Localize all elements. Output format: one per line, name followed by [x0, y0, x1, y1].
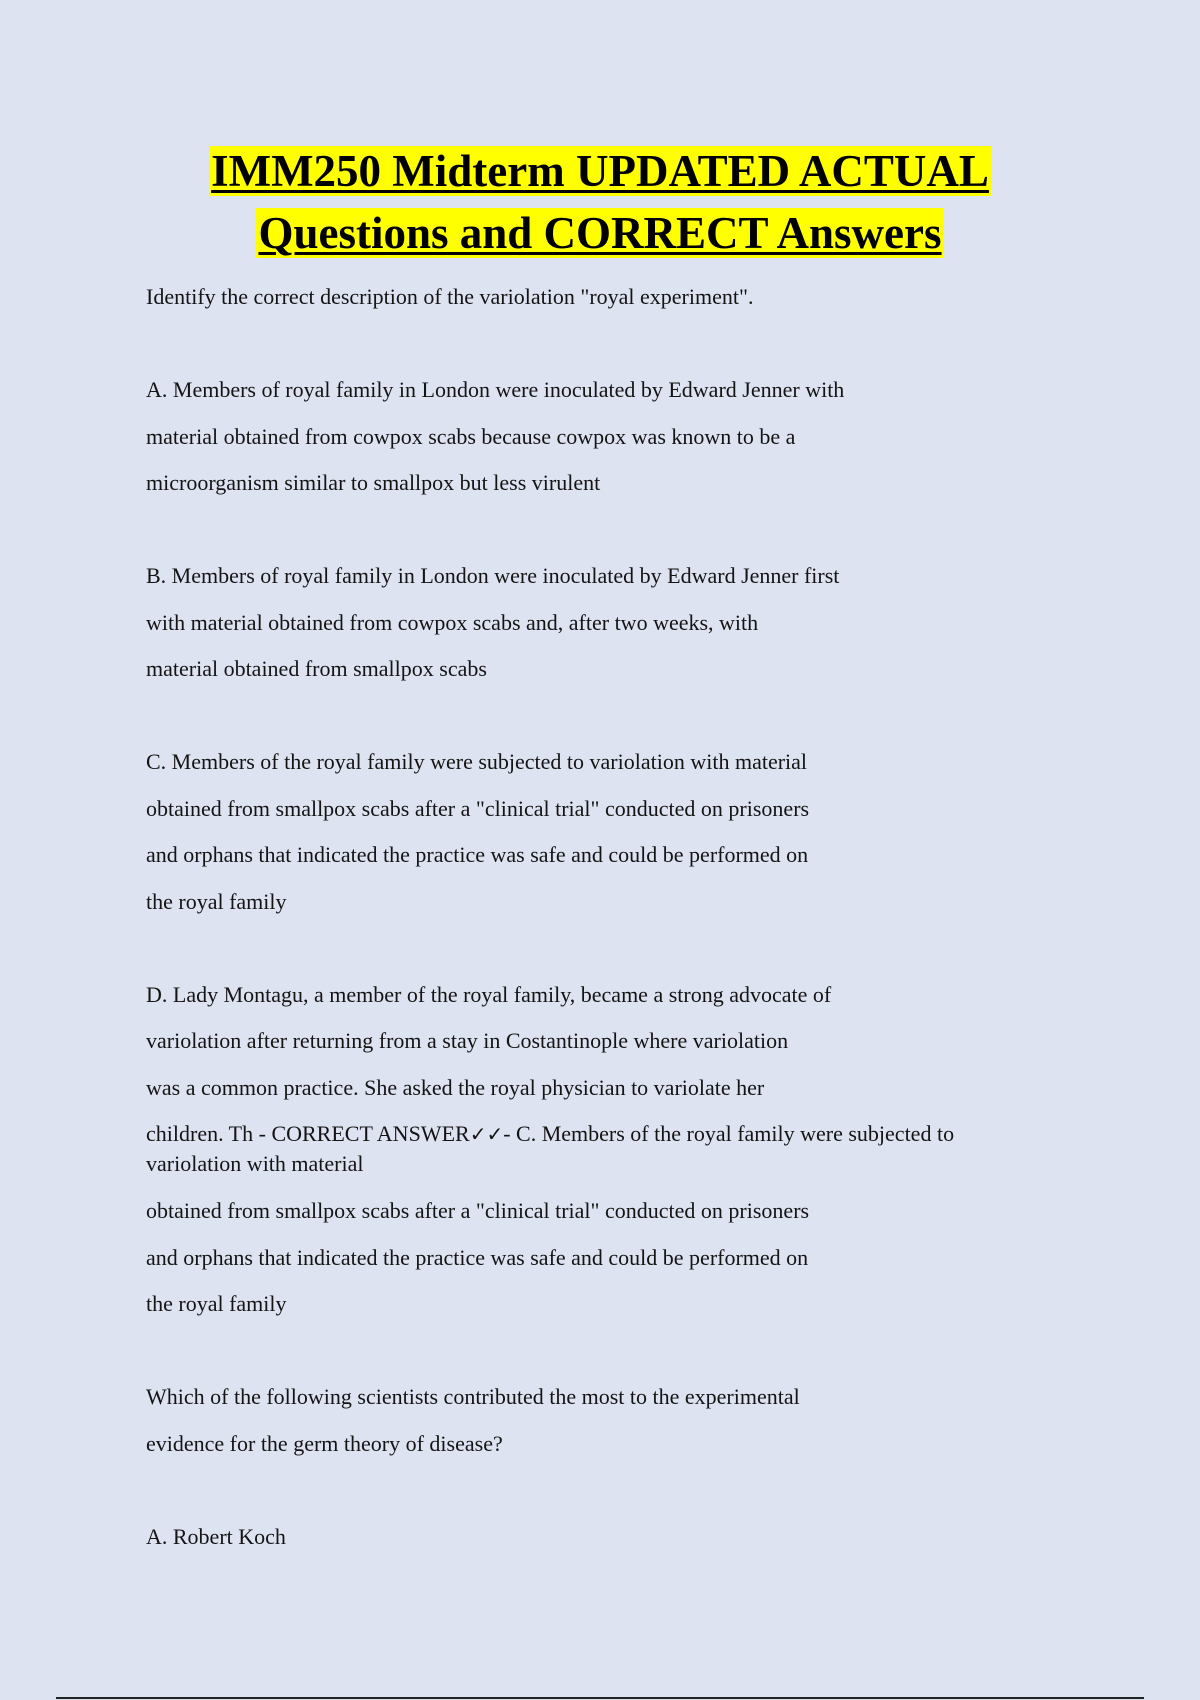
question-1-option-d: D. Lady Montagu, a member of the royal family, became a strong advocate of variolation after returning from a stay in Costantinople where variolation was a common practice. She asked the royal physician to variolate her	[146, 981, 832, 1100]
document-title	[0, 140, 1200, 264]
title-line-1: IMM250 Midterm UPDATED ACTUAL	[211, 146, 989, 196]
page-bottom-rule	[56, 1697, 1144, 1699]
question-1-option-b: B. Members of royal family in London were inoculated by Edward Jenner first with material obtained from cowpox scabs and, after two weeks, with material obtained from smallpox scabs	[146, 563, 840, 681]
document-body	[146, 274, 1046, 1560]
checkmark-icon: ✓✓	[469, 1122, 504, 1146]
question-2-option-a: A. Robert Koch	[146, 1523, 286, 1549]
question-2-prompt: Which of the following scientists contributed the most to the experimental evidence for the germ theory of disease?	[146, 1384, 800, 1456]
question-1-prompt: Identify the correct description of the variolation "royal experiment".	[146, 284, 754, 309]
answer-first-line: children. Th - CORRECT ANSWER✓✓- C. Members of the royal family were subjected to variolation with material	[146, 1121, 955, 1176]
question-1-option-a: A. Members of royal family in London were inoculated by Edward Jenner with material obtained from cowpox scabs because cowpox was known to be a microorganism similar to smallpox but less virulent	[146, 377, 845, 495]
question-1-answer: children. Th - CORRECT ANSWER✓✓- C. Members of the royal family were subjected to variolation with material obtained from smallpox scabs after a "clinical trial" conducted on prisoners and orphans that indicated the practice was safe and could be performed on the royal family	[146, 1111, 1046, 1328]
question-1-option-c: C. Members of the royal family were subjected to variolation with material obtained from smallpox scabs after a "clinical trial" conducted on prisoners and orphans that indicated the practice was safe and could be performed on the royal family	[146, 749, 810, 914]
title-line-2: Questions and CORRECT Answers	[258, 208, 942, 258]
